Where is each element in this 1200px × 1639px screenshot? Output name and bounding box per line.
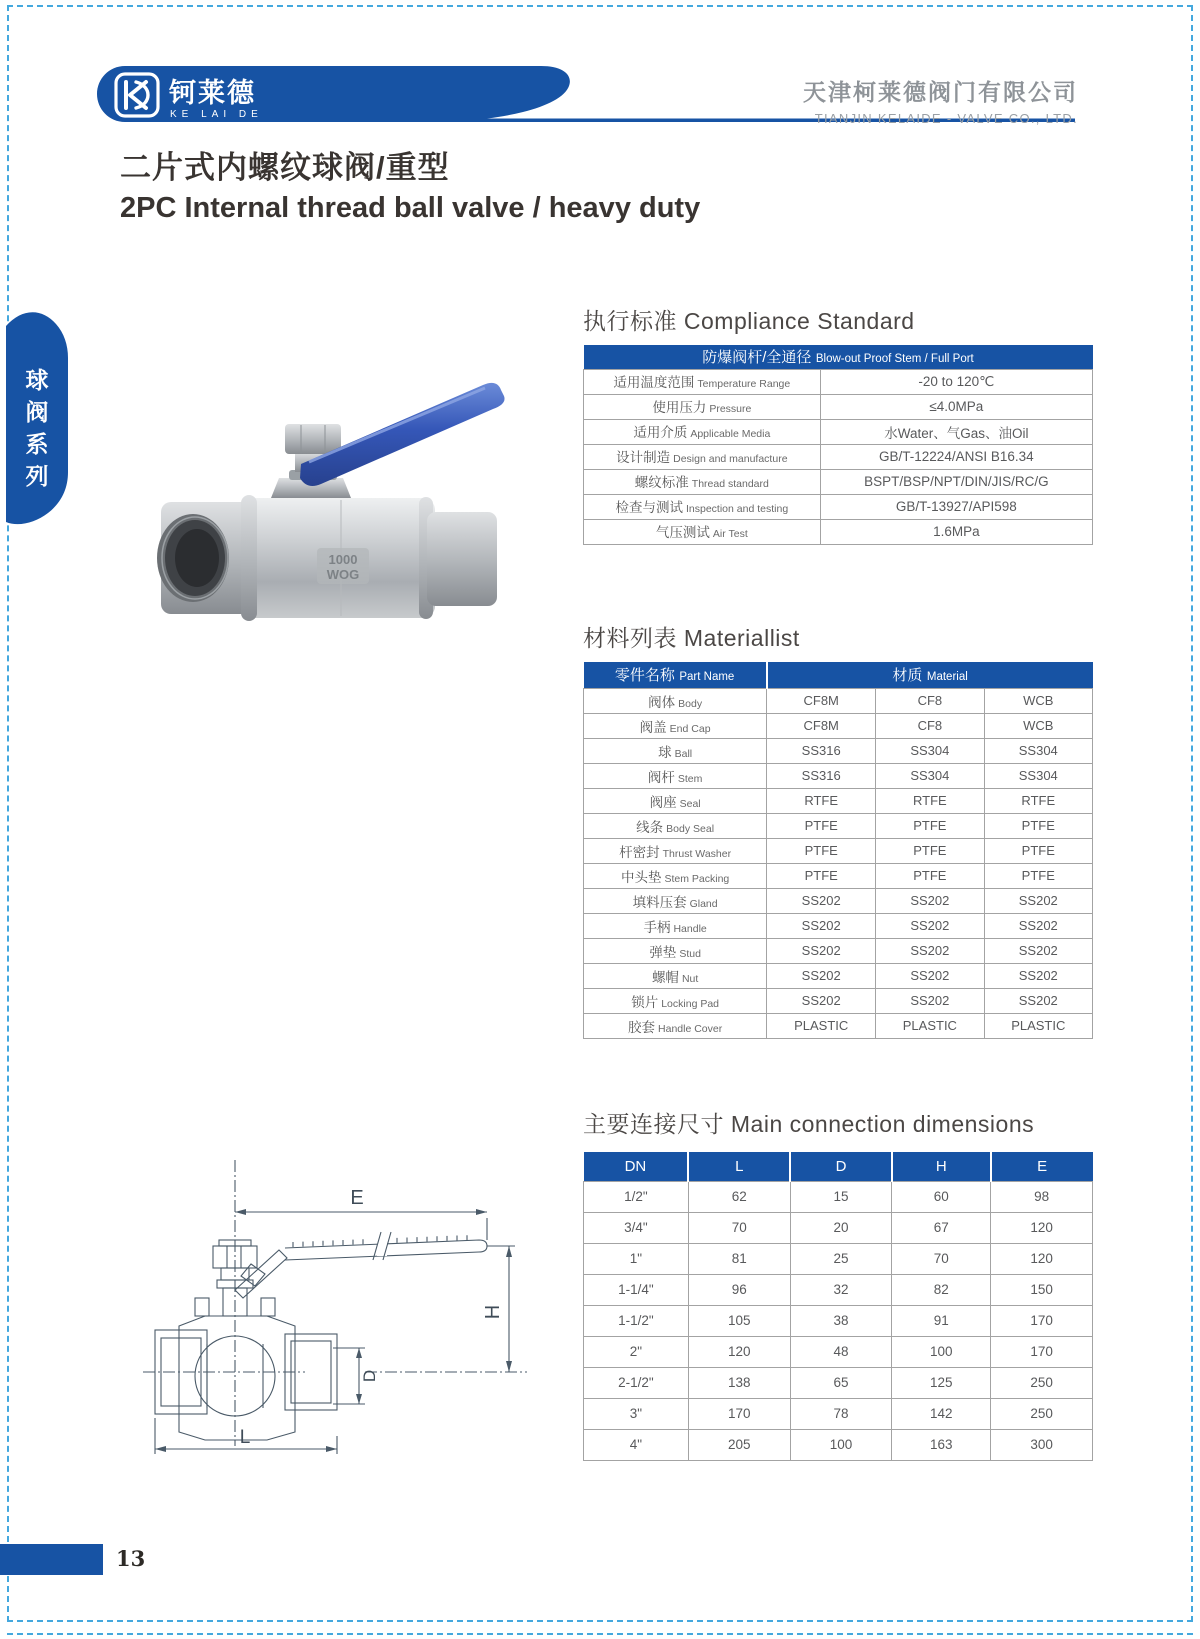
label-cn: 使用压力	[652, 400, 707, 415]
l-cell: 170	[688, 1398, 790, 1429]
material-cell: SS202	[876, 938, 984, 963]
material-cell: SS202	[876, 888, 984, 913]
material-cell: PTFE	[984, 838, 1092, 863]
company-name-cn: 天津柯莱德阀门有限公司	[803, 79, 1078, 105]
material-cell: PTFE	[876, 813, 984, 838]
dn-cell: 4"	[584, 1429, 689, 1460]
ribbon-char: 系	[25, 431, 49, 457]
material-cell: SS202	[876, 963, 984, 988]
materials-table	[583, 662, 1093, 1039]
table-row	[584, 1212, 1093, 1243]
label-cn: 中头垫	[620, 869, 662, 885]
label-en: Pressure	[709, 403, 752, 415]
dim-label-d: D	[360, 1369, 379, 1383]
compliance-heading: 执行标准 Compliance Standard	[583, 308, 915, 334]
label-en: Handle Cover	[658, 1022, 723, 1035]
row-value: BSPT/BSP/NPT/DIN/JIS/RC/G	[820, 469, 1092, 494]
row-label	[584, 494, 821, 519]
h-cell: 125	[892, 1367, 991, 1398]
label-en: Applicable Media	[690, 428, 771, 440]
label-cn: 球	[658, 744, 672, 760]
row-value: 水Water、气Gas、油Oil	[820, 419, 1092, 444]
stem-nut	[285, 424, 341, 454]
material-cell: SS202	[876, 988, 984, 1013]
material-cell: CF8	[876, 688, 984, 713]
logo-text-cn: 钶莱德	[169, 78, 256, 108]
header-en: Blow-out Proof Stem / Full Port	[815, 353, 974, 366]
label-cn: 锁片	[631, 994, 659, 1010]
label-en: End Cap	[669, 722, 711, 735]
label-cn: 弹垫	[649, 944, 677, 960]
table-row	[584, 444, 1093, 469]
table-row	[584, 1367, 1093, 1398]
body-stamp-line2: WOG	[326, 567, 360, 582]
dn-cell: 1-1/2"	[584, 1305, 689, 1336]
dimensions-table	[583, 1152, 1093, 1461]
part-name	[584, 863, 767, 888]
label-en: Thrust Washer	[662, 847, 732, 860]
table-header-row	[584, 345, 1093, 369]
e-cell: 120	[991, 1212, 1093, 1243]
h-cell: 100	[892, 1336, 991, 1367]
compliance-table-header	[584, 345, 1093, 369]
material-cell: RTFE	[984, 788, 1092, 813]
label-cn: 适用介质	[633, 425, 688, 440]
table-row	[584, 938, 1093, 963]
table-row	[584, 763, 1093, 788]
footer-bar	[0, 1544, 103, 1575]
row-value: GB/T-12224/ANSI B16.34	[820, 444, 1092, 469]
h-cell: 163	[892, 1429, 991, 1460]
ribbon-char: 列	[25, 463, 49, 489]
label-en: Thread standard	[691, 478, 769, 490]
table-row	[584, 738, 1093, 763]
material-cell: RTFE	[767, 788, 876, 813]
table-row	[584, 1243, 1093, 1274]
h-cell: 60	[892, 1181, 991, 1212]
d-cell: 20	[790, 1212, 892, 1243]
ribbon-char: 阀	[25, 399, 49, 425]
label-en: Design and manufacture	[673, 453, 788, 465]
table-row	[584, 369, 1093, 394]
material-cell: SS304	[984, 763, 1092, 788]
row-label	[584, 519, 821, 544]
materials-heading: 材料列表 Materiallist	[583, 625, 800, 651]
dim-label-e: E	[350, 1187, 364, 1209]
label-en: Ball	[674, 747, 693, 760]
material-cell: WCB	[984, 688, 1092, 713]
d-cell: 48	[790, 1336, 892, 1367]
l-cell: 138	[688, 1367, 790, 1398]
table-row	[584, 838, 1093, 863]
col-header-l: L	[688, 1152, 790, 1181]
label-en: Seal	[679, 797, 701, 810]
row-value: ≤4.0MPa	[820, 394, 1092, 419]
part-name	[584, 988, 767, 1013]
material-cell: SS304	[876, 738, 984, 763]
page-number: 13	[116, 1546, 146, 1571]
e-cell: 170	[991, 1305, 1093, 1336]
material-cell: SS202	[767, 913, 876, 938]
label-cn: 适用温度范围	[613, 375, 695, 390]
label-en: Locking Pad	[661, 997, 720, 1010]
label-en: Inspection and testing	[686, 503, 789, 515]
label-en: Body	[678, 697, 703, 710]
header-cn: 防爆阀杆/全通径	[702, 349, 812, 367]
label-cn: 阀盖	[639, 719, 667, 735]
label-en: Stem	[677, 772, 703, 785]
table-row	[584, 1274, 1093, 1305]
d-cell: 15	[790, 1181, 892, 1212]
l-cell: 70	[688, 1212, 790, 1243]
table-row	[584, 1398, 1093, 1429]
part-name	[584, 713, 767, 738]
col-header-d: D	[790, 1152, 892, 1181]
row-value: 1.6MPa	[820, 519, 1092, 544]
h-cell: 91	[892, 1305, 991, 1336]
material-cell: PTFE	[767, 838, 876, 863]
table-row	[584, 469, 1093, 494]
label-cn: 螺帽	[651, 969, 679, 985]
label-cn: 阀座	[649, 794, 677, 810]
part-name	[584, 788, 767, 813]
part-name	[584, 1013, 767, 1038]
table-row	[584, 963, 1093, 988]
label-cn: 螺纹标准	[634, 475, 689, 490]
table-header-row	[584, 1152, 1093, 1181]
page-border-bottom-line	[7, 1633, 1193, 1635]
material-cell: SS316	[767, 738, 876, 763]
row-label	[584, 394, 821, 419]
d-cell: 25	[790, 1243, 892, 1274]
material-cell: PLASTIC	[767, 1013, 876, 1038]
label-en: Handle	[673, 922, 707, 935]
label-en: Body Seal	[666, 822, 715, 835]
row-label	[584, 444, 821, 469]
h-cell: 67	[892, 1212, 991, 1243]
header-en: Material	[926, 671, 968, 684]
label-cn: 阀杆	[647, 769, 675, 785]
label-en: Air Test	[712, 528, 748, 540]
part-name	[584, 688, 767, 713]
product-title-cn: 二片式内螺纹球阀/重型	[120, 150, 450, 185]
dn-cell: 2"	[584, 1336, 689, 1367]
row-label	[584, 469, 821, 494]
part-name	[584, 738, 767, 763]
valve-right-cap	[427, 512, 497, 606]
material-cell: PTFE	[767, 863, 876, 888]
l-cell: 105	[688, 1305, 790, 1336]
material-cell: CF8M	[767, 713, 876, 738]
label-en: Stud	[679, 947, 701, 960]
e-cell: 170	[991, 1336, 1093, 1367]
table-row	[584, 1429, 1093, 1460]
table-row	[584, 494, 1093, 519]
dim-label-h: H	[482, 1304, 504, 1320]
company-name-en: TIANJIN KELAIDE - VALVE CO., LTD.	[814, 111, 1078, 126]
d-cell: 65	[790, 1367, 892, 1398]
material-cell: SS316	[767, 763, 876, 788]
table-row	[584, 1013, 1093, 1038]
d-cell: 100	[790, 1429, 892, 1460]
table-row	[584, 419, 1093, 444]
e-cell: 300	[991, 1429, 1093, 1460]
material-cell: SS202	[984, 963, 1092, 988]
logo-text-en: KE LAI DE	[170, 109, 263, 120]
row-value: -20 to 120℃	[820, 369, 1092, 394]
material-cell: SS202	[767, 963, 876, 988]
material-cell: SS202	[876, 913, 984, 938]
material-cell: CF8	[876, 713, 984, 738]
label-en: Stem Packing	[664, 872, 730, 885]
dimensions-heading: 主要连接尺寸 Main connection dimensions	[583, 1111, 1035, 1137]
e-cell: 98	[991, 1181, 1093, 1212]
part-name	[584, 938, 767, 963]
table-row	[584, 713, 1093, 738]
label-en: Nut	[681, 972, 699, 985]
header-en: Part Name	[679, 671, 735, 684]
col-header-e: E	[991, 1152, 1093, 1181]
table-row	[584, 988, 1093, 1013]
material-cell: PLASTIC	[876, 1013, 984, 1038]
material-cell: PTFE	[984, 863, 1092, 888]
dn-cell: 1-1/4"	[584, 1274, 689, 1305]
part-name-header	[584, 662, 767, 688]
label-cn: 杆密封	[619, 844, 660, 860]
dim-label-l: L	[239, 1427, 251, 1448]
l-cell: 62	[688, 1181, 790, 1212]
product-title	[120, 142, 700, 225]
table-row	[584, 1336, 1093, 1367]
material-cell: SS202	[984, 938, 1092, 963]
dn-cell: 1/2"	[584, 1181, 689, 1212]
part-name	[584, 838, 767, 863]
label-cn: 手柄	[643, 919, 671, 935]
company-name-block	[803, 74, 1078, 126]
sidebar-ribbon	[6, 296, 80, 544]
h-cell: 70	[892, 1243, 991, 1274]
label-cn: 线条	[636, 819, 664, 835]
dimension-drawing-image	[135, 1148, 555, 1458]
material-cell: CF8M	[767, 688, 876, 713]
ribbon-char: 球	[25, 367, 49, 393]
part-name	[584, 888, 767, 913]
row-label	[584, 419, 821, 444]
label-cn: 阀体	[648, 694, 676, 710]
row-label	[584, 369, 821, 394]
material-cell: PTFE	[876, 838, 984, 863]
table-row	[584, 888, 1093, 913]
e-cell: 250	[991, 1367, 1093, 1398]
table-row	[584, 863, 1093, 888]
body-stamp-line1: 1000	[328, 552, 358, 567]
label-en: Gland	[689, 897, 718, 910]
part-name	[584, 963, 767, 988]
material-cell: SS202	[767, 988, 876, 1013]
e-cell: 250	[991, 1398, 1093, 1429]
table-row	[584, 519, 1093, 544]
compliance-table	[583, 345, 1093, 545]
e-cell: 150	[991, 1274, 1093, 1305]
label-cn: 气压测试	[655, 525, 710, 540]
product-title-en: 2PC Internal thread ball valve / heavy duty	[120, 192, 701, 224]
material-cell: SS202	[984, 913, 1092, 938]
table-header-row	[584, 662, 1093, 688]
l-cell: 96	[688, 1274, 790, 1305]
e-cell: 120	[991, 1243, 1093, 1274]
part-name	[584, 813, 767, 838]
d-cell: 32	[790, 1274, 892, 1305]
material-cell: RTFE	[876, 788, 984, 813]
dn-cell: 2-1/2"	[584, 1367, 689, 1398]
d-cell: 78	[790, 1398, 892, 1429]
material-cell: SS202	[984, 888, 1092, 913]
table-row	[584, 813, 1093, 838]
l-cell: 205	[688, 1429, 790, 1460]
table-row	[584, 688, 1093, 713]
label-en: Temperature Range	[697, 378, 791, 390]
l-cell: 81	[688, 1243, 790, 1274]
d-cell: 38	[790, 1305, 892, 1336]
label-cn: 设计制造	[616, 450, 671, 465]
material-cell: PLASTIC	[984, 1013, 1092, 1038]
material-cell: PTFE	[876, 863, 984, 888]
material-cell: SS304	[984, 738, 1092, 763]
material-cell: WCB	[984, 713, 1092, 738]
table-row	[584, 394, 1093, 419]
header-cn: 零件名称	[614, 667, 675, 685]
h-cell: 142	[892, 1398, 991, 1429]
table-row	[584, 788, 1093, 813]
dn-cell: 3"	[584, 1398, 689, 1429]
material-header	[767, 662, 1093, 688]
dn-cell: 1"	[584, 1243, 689, 1274]
l-cell: 120	[688, 1336, 790, 1367]
table-row	[584, 913, 1093, 938]
material-cell: PTFE	[984, 813, 1092, 838]
header-cn: 材质	[892, 667, 923, 685]
h-cell: 82	[892, 1274, 991, 1305]
table-row	[584, 1181, 1093, 1212]
label-cn: 填料压套	[632, 894, 687, 910]
material-cell: SS202	[767, 938, 876, 963]
product-photo-image	[135, 352, 535, 627]
col-header-dn: DN	[584, 1152, 689, 1181]
material-cell: PTFE	[767, 813, 876, 838]
col-header-h: H	[892, 1152, 991, 1181]
material-cell: SS304	[876, 763, 984, 788]
part-name	[584, 763, 767, 788]
material-cell: SS202	[767, 888, 876, 913]
part-name	[584, 913, 767, 938]
material-cell: SS202	[984, 988, 1092, 1013]
label-cn: 检查与测试	[615, 500, 683, 515]
label-cn: 胶套	[628, 1019, 656, 1035]
dn-cell: 3/4"	[584, 1212, 689, 1243]
table-row	[584, 1305, 1093, 1336]
row-value: GB/T-13927/API598	[820, 494, 1092, 519]
